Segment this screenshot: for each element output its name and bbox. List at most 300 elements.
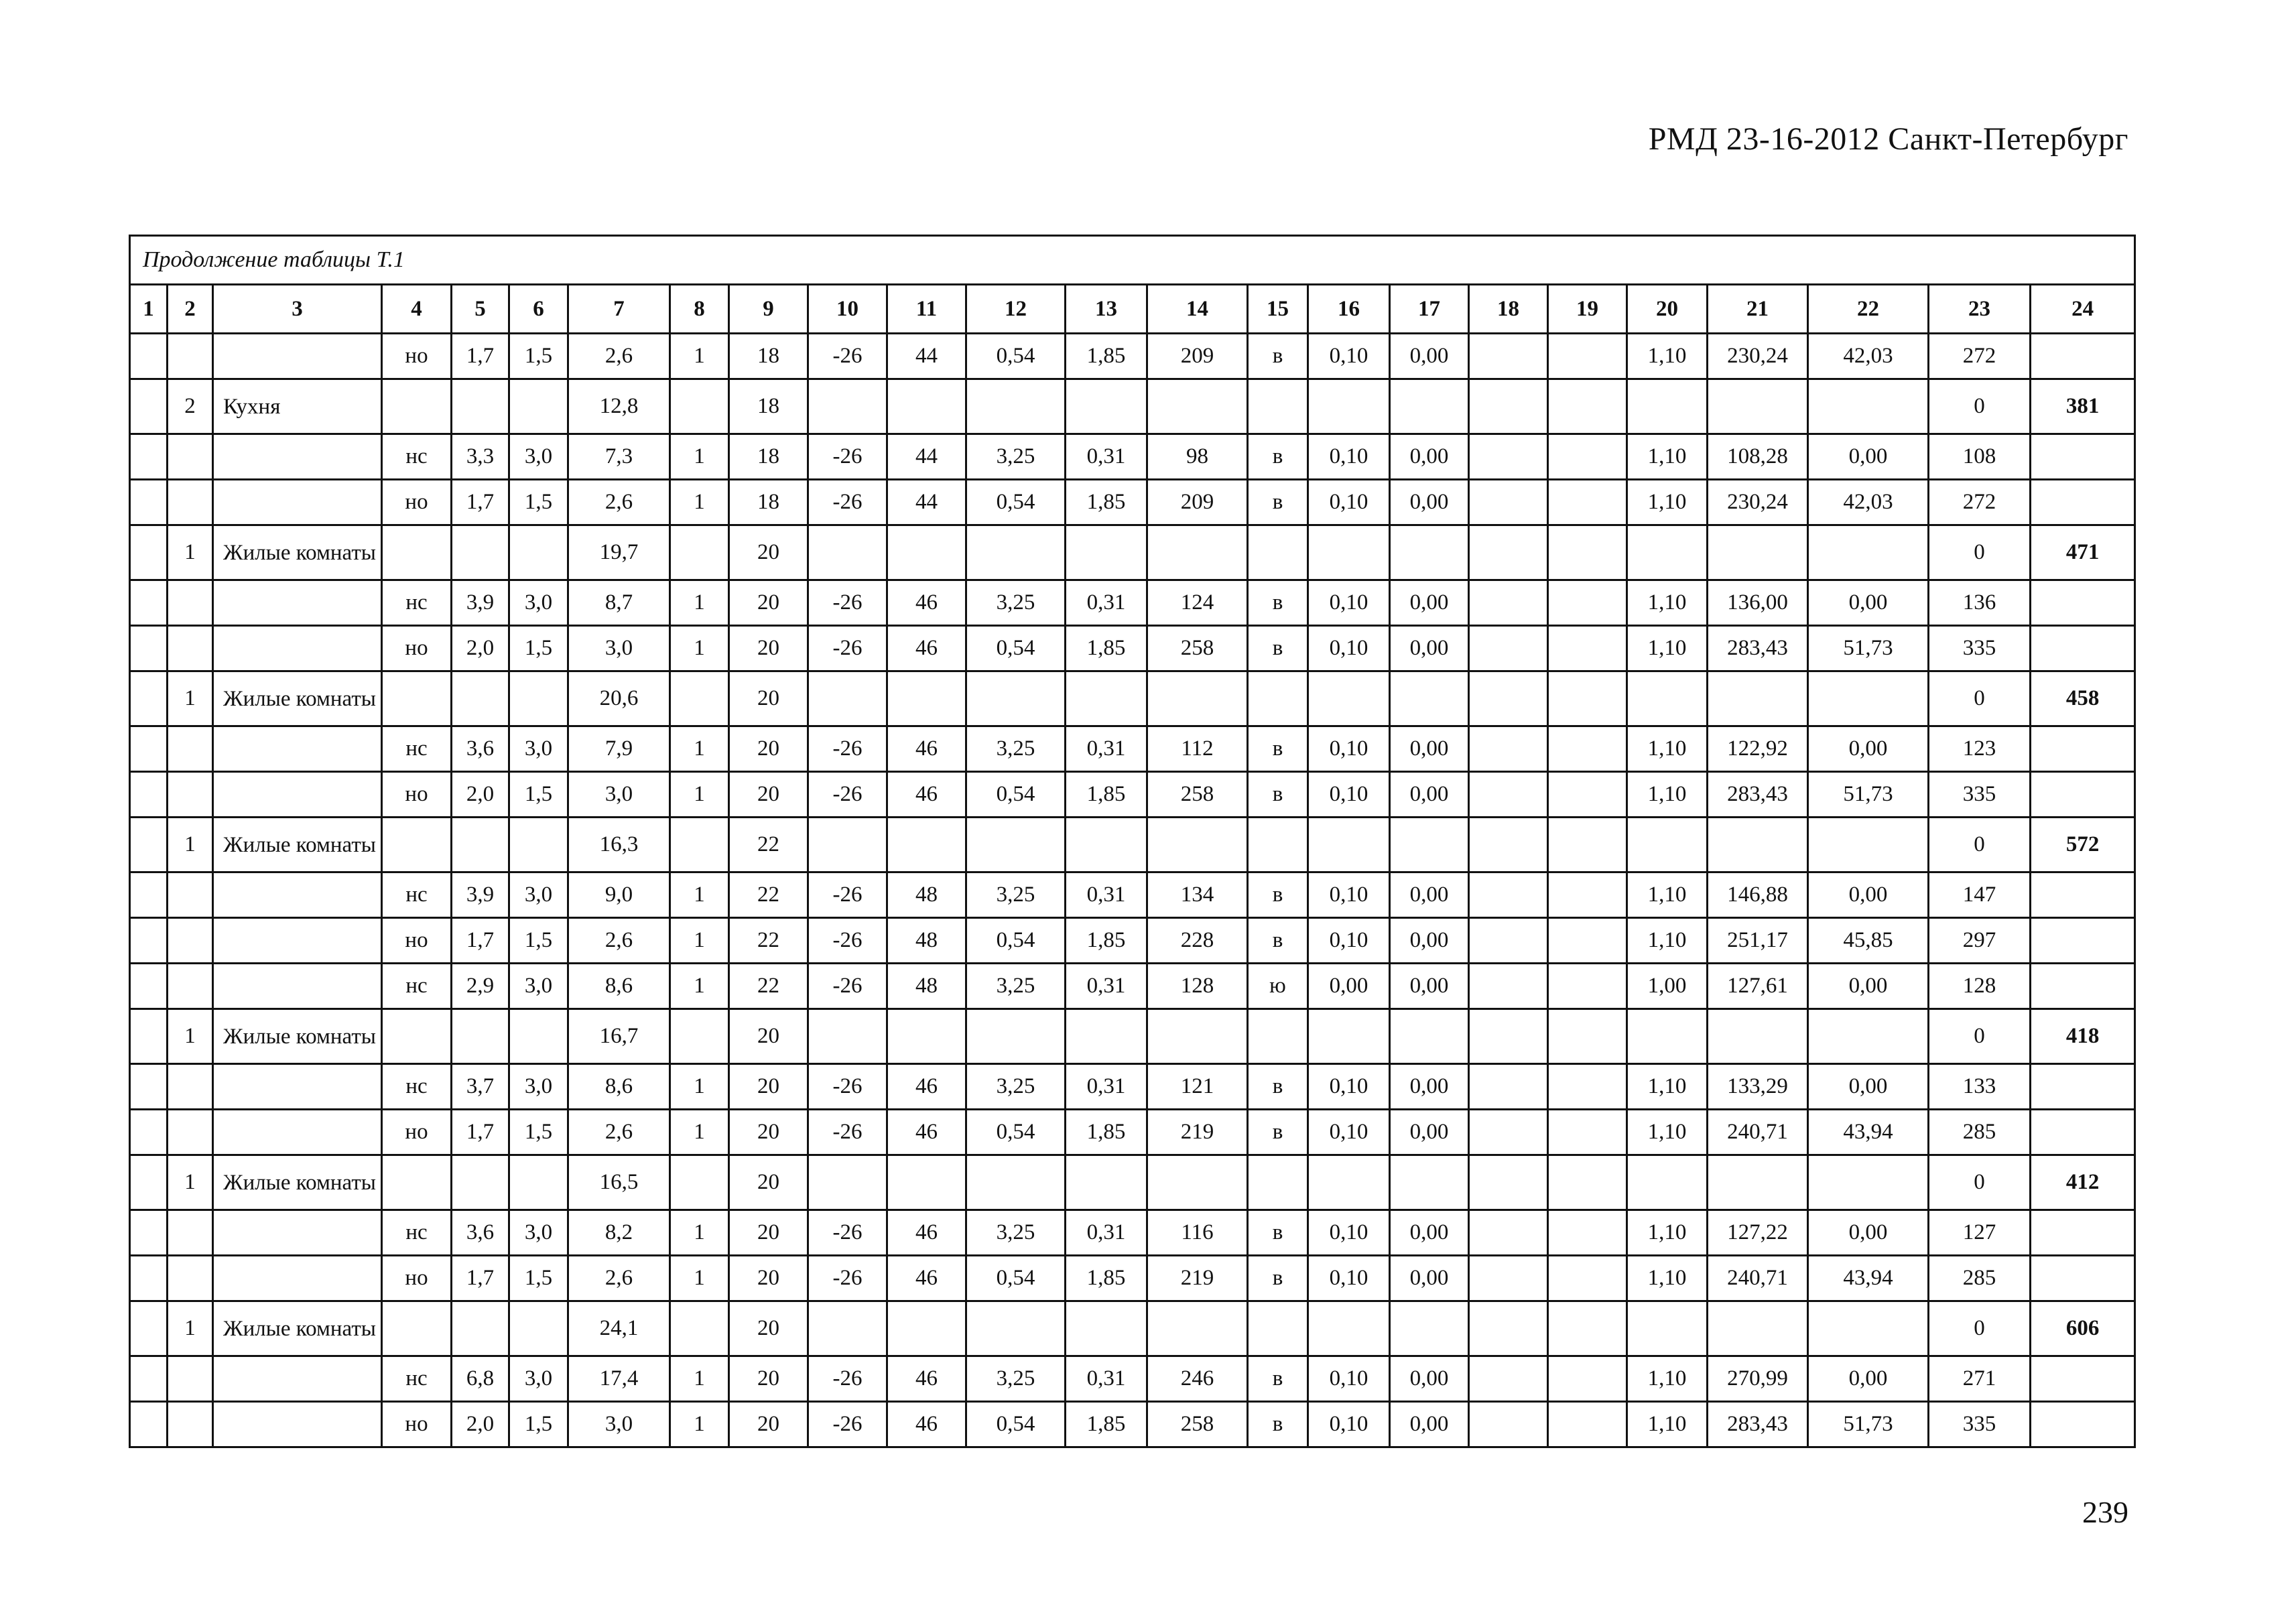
- table-cell: 1,5: [509, 918, 568, 964]
- table-cell: 19,7: [568, 525, 670, 580]
- table-cell: [2031, 1402, 2135, 1447]
- table-cell: 17,4: [568, 1356, 670, 1402]
- table-cell: 0,00: [1390, 1110, 1469, 1155]
- table-cell: [1066, 671, 1147, 726]
- table-row: [130, 671, 2135, 726]
- table-cell: [670, 818, 729, 872]
- table-cell: 0,10: [1308, 872, 1390, 918]
- table-cell: [509, 1301, 568, 1356]
- table-cell: [1066, 1009, 1147, 1064]
- table-cell: 0,10: [1308, 918, 1390, 964]
- table-cell: 1: [670, 434, 729, 480]
- table-cell: 43,94: [1808, 1110, 1929, 1155]
- table-cell: -26: [808, 918, 887, 964]
- table-cell: [130, 434, 168, 480]
- table-cell: 2,6: [568, 1110, 670, 1155]
- heat-loss-table-container: [129, 235, 2134, 1448]
- table-cell: [1469, 872, 1548, 918]
- table-cell: 3,6: [452, 726, 509, 772]
- table-cell: [1548, 525, 1627, 580]
- table-cell: 18: [729, 480, 808, 525]
- table-cell: [1469, 1110, 1548, 1155]
- table-cell: 219: [1147, 1256, 1248, 1301]
- table-cell: [1548, 1210, 1627, 1256]
- table-cell: [130, 1210, 168, 1256]
- table-cell: 1,10: [1627, 1402, 1708, 1447]
- table-cell: 270,99: [1708, 1356, 1808, 1402]
- table-cell: 3,25: [966, 580, 1066, 626]
- table-cell: [1808, 1155, 1929, 1210]
- table-cell: 22: [729, 818, 808, 872]
- table-cell: [130, 772, 168, 818]
- table-cell: [509, 1009, 568, 1064]
- table-cell: [1808, 671, 1929, 726]
- table-cell: [1390, 525, 1469, 580]
- table-cell: 122,92: [1708, 726, 1808, 772]
- table-cell: в: [1248, 334, 1308, 379]
- table-cell: 3,25: [966, 434, 1066, 480]
- table-cell: [1469, 772, 1548, 818]
- table-cell: 283,43: [1708, 1402, 1808, 1447]
- table-cell: 98: [1147, 434, 1248, 480]
- table-cell: 1: [168, 525, 213, 580]
- table-cell: [2031, 872, 2135, 918]
- table-cell: нс: [382, 434, 452, 480]
- table-cell: [130, 1256, 168, 1301]
- table-cell: но: [382, 772, 452, 818]
- table-cell: [130, 1064, 168, 1110]
- table-cell: [1708, 1301, 1808, 1356]
- table-cell: 272: [1929, 334, 2031, 379]
- table-cell: 0,00: [1808, 1210, 1929, 1256]
- table-cell: [966, 379, 1066, 434]
- table-cell: [130, 1110, 168, 1155]
- table-cell: [1308, 379, 1390, 434]
- table-cell: 0,10: [1308, 580, 1390, 626]
- table-row: [130, 1009, 2135, 1064]
- table-cell: 3,6: [452, 1210, 509, 1256]
- table-cell: [1469, 1064, 1548, 1110]
- table-cell: [966, 525, 1066, 580]
- table-row: [130, 1402, 2135, 1447]
- table-cell: 18: [729, 379, 808, 434]
- table-cell: 0,00: [1390, 580, 1469, 626]
- table-cell: 3,25: [966, 964, 1066, 1009]
- table-cell: 228: [1147, 918, 1248, 964]
- table-cell: -26: [808, 1110, 887, 1155]
- table-cell: 46: [887, 726, 966, 772]
- table-cell: но: [382, 918, 452, 964]
- table-cell: 1,7: [452, 918, 509, 964]
- table-cell: 3,0: [509, 726, 568, 772]
- table-cell: 1: [670, 918, 729, 964]
- table-cell: [1548, 872, 1627, 918]
- table-cell: 0,31: [1066, 872, 1147, 918]
- table-cell: 0,00: [1390, 872, 1469, 918]
- table-cell: 0,00: [1808, 1356, 1929, 1402]
- table-cell: [1627, 525, 1708, 580]
- table-cell: 1,85: [1066, 1110, 1147, 1155]
- table-cell: 1,5: [509, 1402, 568, 1447]
- table-cell: -26: [808, 334, 887, 379]
- table-cell: -26: [808, 964, 887, 1009]
- table-cell: 0,10: [1308, 1110, 1390, 1155]
- table-cell: [2031, 918, 2135, 964]
- table-cell: 2,6: [568, 1256, 670, 1301]
- table-cell: 0,00: [1390, 1256, 1469, 1301]
- table-cell: [1469, 480, 1548, 525]
- table-cell: [213, 1210, 382, 1256]
- table-cell: 0,00: [1808, 964, 1929, 1009]
- table-cell: [168, 872, 213, 918]
- table-cell: [1308, 818, 1390, 872]
- table-cell: 335: [1929, 772, 2031, 818]
- table-cell: [1147, 1301, 1248, 1356]
- table-cell: [130, 1402, 168, 1447]
- table-cell: [130, 626, 168, 671]
- table-cell: -26: [808, 726, 887, 772]
- table-cell: [1469, 671, 1548, 726]
- table-cell: 1,85: [1066, 918, 1147, 964]
- table-cell: 230,24: [1708, 480, 1808, 525]
- table-cell: [887, 525, 966, 580]
- table-cell: 1,5: [509, 626, 568, 671]
- table-cell: 0,31: [1066, 1064, 1147, 1110]
- table-cell: [808, 525, 887, 580]
- table-cell: [2031, 772, 2135, 818]
- table-cell: -26: [808, 1256, 887, 1301]
- table-cell: [509, 671, 568, 726]
- column-header: 19: [1548, 285, 1627, 334]
- table-cell: 418: [2031, 1009, 2135, 1064]
- table-cell: [509, 525, 568, 580]
- table-cell: -26: [808, 772, 887, 818]
- table-cell: [1708, 1009, 1808, 1064]
- table-cell: [452, 1301, 509, 1356]
- table-cell: 0,00: [1308, 964, 1390, 1009]
- table-cell: [1248, 379, 1308, 434]
- table-cell: но: [382, 1402, 452, 1447]
- column-header: 3: [213, 285, 382, 334]
- table-cell: 1,10: [1627, 1064, 1708, 1110]
- table-cell: [1808, 1301, 1929, 1356]
- column-header: 17: [1390, 285, 1469, 334]
- table-cell: [1548, 379, 1627, 434]
- table-cell: Жилые комнаты: [213, 818, 382, 872]
- table-cell: 3,0: [509, 964, 568, 1009]
- table-cell: 9,0: [568, 872, 670, 918]
- table-cell: 20: [729, 1210, 808, 1256]
- table-cell: [213, 872, 382, 918]
- column-header: 11: [887, 285, 966, 334]
- table-cell: 46: [887, 1402, 966, 1447]
- table-cell: [130, 726, 168, 772]
- table-cell: 412: [2031, 1155, 2135, 1210]
- table-cell: 48: [887, 918, 966, 964]
- table-cell: [808, 671, 887, 726]
- table-cell: 136: [1929, 580, 2031, 626]
- table-cell: [1469, 1402, 1548, 1447]
- table-cell: [1548, 726, 1627, 772]
- table-cell: 1: [168, 818, 213, 872]
- table-cell: [808, 1009, 887, 1064]
- table-cell: 0,54: [966, 1110, 1066, 1155]
- table-cell: 297: [1929, 918, 2031, 964]
- table-cell: 108: [1929, 434, 2031, 480]
- table-cell: 240,71: [1708, 1110, 1808, 1155]
- table-cell: 3,25: [966, 872, 1066, 918]
- table-cell: [130, 580, 168, 626]
- table-cell: 46: [887, 626, 966, 671]
- table-cell: 20: [729, 626, 808, 671]
- table-cell: [1708, 818, 1808, 872]
- table-cell: нс: [382, 1064, 452, 1110]
- table-row: [130, 334, 2135, 379]
- table-cell: 0,00: [1808, 726, 1929, 772]
- table-cell: 0,00: [1390, 1210, 1469, 1256]
- table-cell: [168, 726, 213, 772]
- table-cell: [213, 334, 382, 379]
- table-cell: [1627, 671, 1708, 726]
- table-cell: 3,3: [452, 434, 509, 480]
- table-cell: в: [1248, 1064, 1308, 1110]
- table-cell: [1548, 1110, 1627, 1155]
- table-cell: [2031, 1064, 2135, 1110]
- table-cell: 1: [670, 772, 729, 818]
- table-cell: в: [1248, 772, 1308, 818]
- table-cell: 230,24: [1708, 334, 1808, 379]
- table-cell: 0: [1929, 1155, 2031, 1210]
- table-cell: [1548, 580, 1627, 626]
- table-cell: 45,85: [1808, 918, 1929, 964]
- table-cell: 0,10: [1308, 1210, 1390, 1256]
- table-cell: 1: [670, 1356, 729, 1402]
- table-cell: 3,0: [509, 1210, 568, 1256]
- table-cell: [1390, 818, 1469, 872]
- table-cell: 0,10: [1308, 1356, 1390, 1402]
- table-cell: 1,7: [452, 334, 509, 379]
- table-cell: [2031, 334, 2135, 379]
- table-cell: 1: [168, 1155, 213, 1210]
- table-cell: [670, 1155, 729, 1210]
- table-cell: [1627, 1155, 1708, 1210]
- table-cell: [808, 1155, 887, 1210]
- table-cell: [1808, 379, 1929, 434]
- table-cell: [1308, 1301, 1390, 1356]
- table-cell: 1,7: [452, 480, 509, 525]
- table-cell: [966, 1301, 1066, 1356]
- table-cell: в: [1248, 480, 1308, 525]
- table-cell: нс: [382, 726, 452, 772]
- table-cell: [1627, 1009, 1708, 1064]
- table-cell: Жилые комнаты: [213, 1155, 382, 1210]
- table-cell: 128: [1929, 964, 2031, 1009]
- table-cell: 1: [670, 334, 729, 379]
- table-cell: 18: [729, 434, 808, 480]
- table-cell: 46: [887, 772, 966, 818]
- table-cell: 0,10: [1308, 480, 1390, 525]
- table-cell: 1,85: [1066, 480, 1147, 525]
- column-header: 18: [1469, 285, 1548, 334]
- table-cell: 0,00: [1390, 1402, 1469, 1447]
- table-cell: [130, 818, 168, 872]
- table-cell: 51,73: [1808, 626, 1929, 671]
- table-cell: 1: [670, 1402, 729, 1447]
- document-header: РМД 23-16-2012 Санкт-Петербург: [1648, 121, 2128, 157]
- table-cell: [168, 434, 213, 480]
- table-cell: 20: [729, 772, 808, 818]
- table-cell: 283,43: [1708, 626, 1808, 671]
- table-cell: 1,10: [1627, 626, 1708, 671]
- table-cell: в: [1248, 872, 1308, 918]
- table-cell: 0,31: [1066, 726, 1147, 772]
- table-cell: 2,6: [568, 918, 670, 964]
- table-cell: [2031, 964, 2135, 1009]
- table-cell: [452, 671, 509, 726]
- table-cell: 3,0: [568, 1402, 670, 1447]
- table-cell: 0,31: [1066, 1210, 1147, 1256]
- table-cell: 3,25: [966, 1356, 1066, 1402]
- table-row: [130, 772, 2135, 818]
- table-cell: 42,03: [1808, 480, 1929, 525]
- table-cell: Жилые комнаты: [213, 525, 382, 580]
- table-cell: 46: [887, 1356, 966, 1402]
- table-cell: [213, 626, 382, 671]
- table-cell: [509, 818, 568, 872]
- table-cell: [130, 918, 168, 964]
- table-cell: [1469, 434, 1548, 480]
- table-cell: 127,22: [1708, 1210, 1808, 1256]
- table-cell: в: [1248, 918, 1308, 964]
- table-body: [130, 334, 2135, 1447]
- table-cell: 0,00: [1390, 772, 1469, 818]
- column-header: 10: [808, 285, 887, 334]
- table-cell: 1,10: [1627, 480, 1708, 525]
- table-cell: [1390, 1301, 1469, 1356]
- table-cell: [1308, 1009, 1390, 1064]
- table-row: [130, 1110, 2135, 1155]
- table-cell: 0,00: [1390, 918, 1469, 964]
- table-cell: 20,6: [568, 671, 670, 726]
- table-cell: 3,25: [966, 726, 1066, 772]
- table-row: [130, 1155, 2135, 1210]
- table-cell: [1469, 379, 1548, 434]
- table-cell: 44: [887, 434, 966, 480]
- column-header: 7: [568, 285, 670, 334]
- table-cell: [1548, 818, 1627, 872]
- table-cell: в: [1248, 1110, 1308, 1155]
- table-row: [130, 580, 2135, 626]
- table-cell: [382, 1301, 452, 1356]
- table-cell: 2,0: [452, 1402, 509, 1447]
- table-cell: 1,5: [509, 480, 568, 525]
- table-cell: 285: [1929, 1256, 2031, 1301]
- table-cell: 1: [168, 671, 213, 726]
- table-cell: 0,00: [1390, 626, 1469, 671]
- column-header: 4: [382, 285, 452, 334]
- table-cell: 271: [1929, 1356, 2031, 1402]
- table-cell: 1: [670, 580, 729, 626]
- table-cell: 20: [729, 1301, 808, 1356]
- table-cell: 1: [670, 726, 729, 772]
- table-cell: 0,31: [1066, 434, 1147, 480]
- table-cell: 219: [1147, 1110, 1248, 1155]
- table-cell: 0,54: [966, 772, 1066, 818]
- table-cell: [1708, 671, 1808, 726]
- table-cell: [213, 480, 382, 525]
- table-cell: [1066, 1301, 1147, 1356]
- table-cell: [1469, 918, 1548, 964]
- table-cell: 0,54: [966, 918, 1066, 964]
- table-cell: 1,10: [1627, 918, 1708, 964]
- table-cell: 1: [670, 964, 729, 1009]
- table-cell: [1469, 626, 1548, 671]
- table-cell: [168, 1356, 213, 1402]
- table-cell: 1: [670, 1256, 729, 1301]
- table-cell: [213, 964, 382, 1009]
- table-cell: 285: [1929, 1110, 2031, 1155]
- table-cell: [168, 772, 213, 818]
- table-cell: 3,25: [966, 1064, 1066, 1110]
- table-cell: 6,8: [452, 1356, 509, 1402]
- table-cell: [168, 480, 213, 525]
- table-cell: 1,10: [1627, 1256, 1708, 1301]
- table-cell: [509, 379, 568, 434]
- column-header: 9: [729, 285, 808, 334]
- table-cell: [2031, 1256, 2135, 1301]
- table-cell: 2: [168, 379, 213, 434]
- table-cell: 258: [1147, 1402, 1248, 1447]
- table-cell: 258: [1147, 772, 1248, 818]
- table-cell: 1,5: [509, 1256, 568, 1301]
- table-cell: 0,31: [1066, 580, 1147, 626]
- table-cell: 1,10: [1627, 334, 1708, 379]
- table-cell: [1248, 525, 1308, 580]
- column-number-row: [130, 285, 2135, 334]
- table-cell: [1248, 818, 1308, 872]
- table-cell: [670, 671, 729, 726]
- table-cell: 606: [2031, 1301, 2135, 1356]
- table-row: [130, 434, 2135, 480]
- table-cell: [130, 1155, 168, 1210]
- table-cell: [1808, 525, 1929, 580]
- column-header: 21: [1708, 285, 1808, 334]
- table-cell: 46: [887, 1210, 966, 1256]
- table-cell: 1: [168, 1009, 213, 1064]
- table-cell: [1066, 379, 1147, 434]
- table-cell: 1,7: [452, 1256, 509, 1301]
- table-cell: 12,8: [568, 379, 670, 434]
- table-cell: 0,10: [1308, 626, 1390, 671]
- table-cell: 1,5: [509, 334, 568, 379]
- table-cell: 0: [1929, 1009, 2031, 1064]
- table-cell: [1390, 1155, 1469, 1210]
- table-cell: [1469, 1210, 1548, 1256]
- table-cell: 133,29: [1708, 1064, 1808, 1110]
- table-cell: [1066, 1155, 1147, 1210]
- table-cell: [1147, 379, 1248, 434]
- table-cell: но: [382, 1256, 452, 1301]
- table-cell: [452, 818, 509, 872]
- table-cell: -26: [808, 1356, 887, 1402]
- table-cell: 1,10: [1627, 1356, 1708, 1402]
- table-cell: -26: [808, 580, 887, 626]
- table-cell: [213, 1402, 382, 1447]
- table-cell: [168, 334, 213, 379]
- table-row: [130, 379, 2135, 434]
- table-cell: 1,85: [1066, 334, 1147, 379]
- table-cell: [130, 1009, 168, 1064]
